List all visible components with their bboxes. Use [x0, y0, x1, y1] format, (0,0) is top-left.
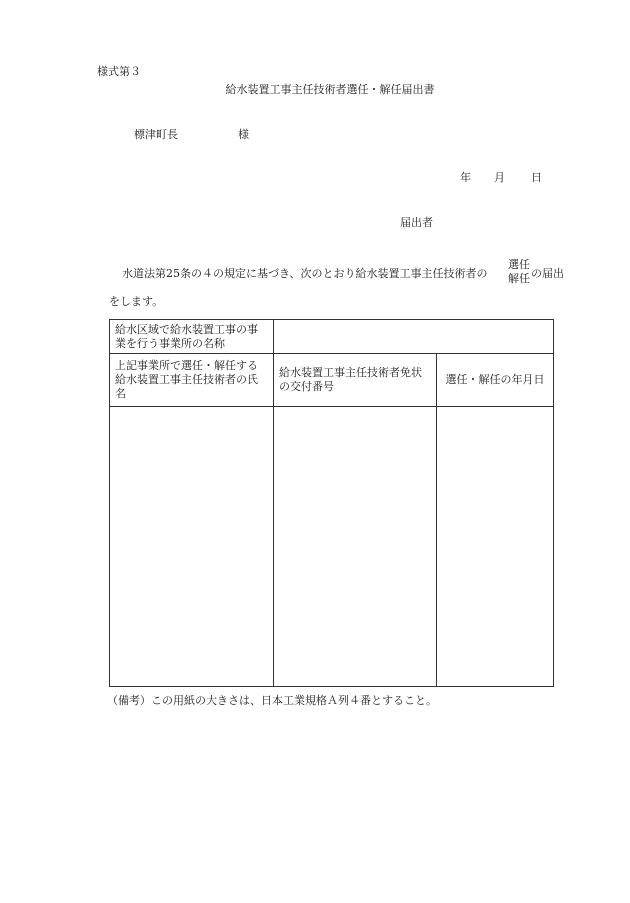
header-technician-name: 上記事業所で選任・解任する給水装置工事主任技術者の氏名 [110, 354, 274, 407]
header-license-number: 給水装置工事主任技術者免状の交付番号 [274, 354, 437, 407]
header-appoint-dismiss-date: 選任・解任の年月日 [437, 354, 554, 407]
appoint-dismiss-stack [508, 258, 530, 286]
addressee-name: 標津町長 [134, 128, 178, 141]
date-month-label: 月 [494, 171, 505, 184]
office-name-label: 給水区域で給水装置工事の事業を行う事業所の名称 [110, 320, 274, 354]
document-title: 給水装置工事主任技術者選任・解任届出書 [225, 83, 435, 96]
date-year-label: 年 [460, 171, 471, 184]
office-name-field[interactable] [274, 320, 554, 354]
license-number-field[interactable] [274, 407, 437, 687]
appoint-option: 選任 [508, 258, 530, 271]
table-header-row [110, 354, 554, 407]
addressee-honorific: 様 [238, 128, 249, 141]
technician-name-field[interactable] [110, 407, 274, 687]
body-text-line1: 水道法第25条の４の規定に基づき、次のとおり給水装置工事主任技術者の [122, 267, 488, 280]
office-name-row [110, 320, 554, 354]
form-number: 様式第３ [97, 65, 141, 78]
dismiss-option: 解任 [508, 272, 530, 285]
notifier-label: 届出者 [400, 216, 433, 229]
appoint-dismiss-date-field[interactable] [437, 407, 554, 687]
body-text-line1-end: の届出 [531, 267, 564, 280]
footnote: （備考）この用紙の大きさは、日本工業規格Ａ列４番とすること。 [107, 694, 437, 707]
table-entry-row [110, 407, 554, 687]
notification-table [109, 319, 554, 687]
date-day-label: 日 [531, 171, 542, 184]
body-text-line2: をします。 [109, 295, 164, 308]
